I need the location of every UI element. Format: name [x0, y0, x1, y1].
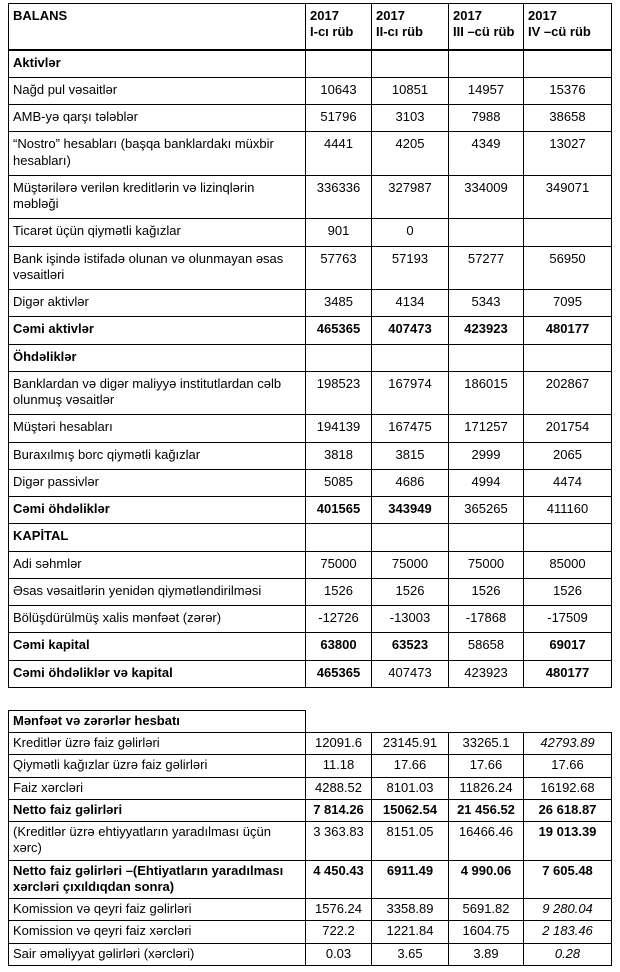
row-value: [306, 50, 372, 78]
row-value: 7988: [449, 105, 524, 132]
row-value: [449, 344, 524, 371]
table-row: [9, 755, 612, 777]
row-value: 407473: [372, 660, 449, 687]
row-value: [524, 344, 612, 371]
table-row: [9, 415, 612, 442]
row-value: 26 618.87: [524, 799, 612, 821]
row-value: 901: [306, 219, 372, 246]
row-label: Faiz xərcləri: [9, 777, 306, 799]
row-value: 423923: [449, 317, 524, 344]
empty-cell: [524, 710, 612, 732]
row-value: 171257: [449, 415, 524, 442]
row-value: 465365: [306, 317, 372, 344]
row-value: 3103: [372, 105, 449, 132]
row-value: 16192.68: [524, 777, 612, 799]
row-label: Ticarət üçün qiymətli kağızlar: [9, 219, 306, 246]
row-label: (Kreditlər üzrə ehtiyyatların yaradılması üçün xərc): [9, 822, 306, 861]
row-value: 1526: [306, 578, 372, 605]
row-value: [449, 524, 524, 551]
row-value: 15376: [524, 77, 612, 104]
empty-cell: [449, 710, 524, 732]
row-value: 4288.52: [306, 777, 372, 799]
column-quarter: II-cı rüb: [376, 24, 423, 40]
row-label: Digər aktivlər: [9, 290, 306, 317]
row-value: 9 280.04: [524, 899, 612, 921]
row-label: KAPİTAL: [9, 524, 306, 551]
row-value: [524, 524, 612, 551]
table-row: [9, 777, 612, 799]
row-value: 15062.54: [372, 799, 449, 821]
row-label: Buraxılmış borc qiymətli kağızlar: [9, 442, 306, 469]
row-value: 3815: [372, 442, 449, 469]
table-row: [9, 246, 612, 290]
table-row: [9, 50, 612, 78]
row-value: 4994: [449, 469, 524, 496]
row-label: Komission və qeyri faiz xərcləri: [9, 921, 306, 943]
row-value: -17509: [524, 606, 612, 633]
row-value: 16466.46: [449, 822, 524, 861]
row-value: 4205: [372, 132, 449, 176]
row-value: 75000: [372, 551, 449, 578]
row-value: 0.03: [306, 943, 372, 965]
income-title-row: [9, 710, 612, 732]
balance-title: BALANS: [9, 4, 306, 50]
row-value: 57277: [449, 246, 524, 290]
row-value: 7 814.26: [306, 799, 372, 821]
row-value: 343949: [372, 497, 449, 524]
row-value: 3358.89: [372, 899, 449, 921]
row-value: 7 605.48: [524, 860, 612, 899]
table-row: [9, 578, 612, 605]
row-label: Netto faiz gəlirləri: [9, 799, 306, 821]
row-value: 5343: [449, 290, 524, 317]
row-label: Komission və qeyri faiz gəlirləri: [9, 899, 306, 921]
row-value: 23145.91: [372, 733, 449, 755]
table-row: [9, 943, 612, 965]
row-value: 349071: [524, 175, 612, 219]
row-label: Müştərilərə verilən kreditlərin və lizinqlərin məbləği: [9, 175, 306, 219]
row-value: 3.65: [372, 943, 449, 965]
row-value: 722.2: [306, 921, 372, 943]
row-value: 2 183.46: [524, 921, 612, 943]
row-value: 33265.1: [449, 733, 524, 755]
quarter-column-header: [524, 4, 612, 50]
row-label: Kreditlər üzrə faiz gəlirləri: [9, 733, 306, 755]
row-value: 4441: [306, 132, 372, 176]
row-value: 194139: [306, 415, 372, 442]
column-quarter: III –cü rüb: [453, 24, 515, 40]
table-gap: [8, 688, 611, 710]
table-row: [9, 860, 612, 899]
row-value: 8151.05: [372, 822, 449, 861]
row-label: “Nostro” hesabları (başqa banklardakı müxbir hesabları): [9, 132, 306, 176]
row-value: 5085: [306, 469, 372, 496]
row-value: 63800: [306, 633, 372, 660]
row-label: Banklardan və digər maliyyə institutlardan cəlb olunmuş vəsaitlər: [9, 371, 306, 415]
row-label: Digər passivlər: [9, 469, 306, 496]
row-label: Müştəri hesabları: [9, 415, 306, 442]
table-row: [9, 524, 612, 551]
row-value: 10643: [306, 77, 372, 104]
row-value: 465365: [306, 660, 372, 687]
row-value: 202867: [524, 371, 612, 415]
row-value: 201754: [524, 415, 612, 442]
row-value: 1526: [524, 578, 612, 605]
row-label: Bank işində istifadə olunan və olunmayan əsas vəsaitləri: [9, 246, 306, 290]
row-value: 12091.6: [306, 733, 372, 755]
row-value: 4134: [372, 290, 449, 317]
quarter-column-header: [306, 4, 372, 50]
row-value: 8101.03: [372, 777, 449, 799]
row-label: Sair əməliyyat gəlirləri (xərcləri): [9, 943, 306, 965]
row-value: [524, 219, 612, 246]
table-row: [9, 551, 612, 578]
row-value: 480177: [524, 660, 612, 687]
row-value: 17.66: [449, 755, 524, 777]
table-row: [9, 77, 612, 104]
column-year: 2017: [376, 8, 405, 23]
row-value: 5691.82: [449, 899, 524, 921]
column-quarter: I-cı rüb: [310, 24, 354, 40]
row-value: 0.28: [524, 943, 612, 965]
table-row: [9, 344, 612, 371]
table-row: [9, 132, 612, 176]
table-row: [9, 921, 612, 943]
income-table: [8, 710, 612, 966]
empty-cell: [372, 710, 449, 732]
row-value: 1604.75: [449, 921, 524, 943]
row-value: [372, 524, 449, 551]
row-value: 401565: [306, 497, 372, 524]
row-value: 336336: [306, 175, 372, 219]
row-value: 56950: [524, 246, 612, 290]
column-year: 2017: [453, 8, 482, 23]
row-value: 167475: [372, 415, 449, 442]
income-title-body: [9, 710, 612, 732]
row-value: 7095: [524, 290, 612, 317]
row-value: 13027: [524, 132, 612, 176]
row-value: 334009: [449, 175, 524, 219]
income-table-body: [9, 733, 612, 966]
row-value: 167974: [372, 371, 449, 415]
row-value: 1221.84: [372, 921, 449, 943]
table-row: [9, 633, 612, 660]
row-value: 365265: [449, 497, 524, 524]
row-value: [372, 344, 449, 371]
row-value: 407473: [372, 317, 449, 344]
row-value: 57193: [372, 246, 449, 290]
table-row: [9, 105, 612, 132]
row-value: 21 456.52: [449, 799, 524, 821]
row-value: 4 990.06: [449, 860, 524, 899]
row-value: 14957: [449, 77, 524, 104]
row-value: 2065: [524, 442, 612, 469]
empty-cell: [306, 710, 372, 732]
row-label: Öhdəliklər: [9, 344, 306, 371]
row-value: 69017: [524, 633, 612, 660]
table-row: [9, 799, 612, 821]
table-row: [9, 660, 612, 687]
row-value: -17868: [449, 606, 524, 633]
table-row: [9, 899, 612, 921]
row-value: 85000: [524, 551, 612, 578]
row-value: 480177: [524, 317, 612, 344]
row-label: Cəmi öhdəliklər: [9, 497, 306, 524]
row-value: 0: [372, 219, 449, 246]
row-value: 75000: [449, 551, 524, 578]
row-label: Əsas vəsaitlərin yenidən qiymətləndirilməsi: [9, 578, 306, 605]
column-quarter: IV –cü rüb: [528, 24, 591, 40]
row-value: [306, 524, 372, 551]
table-row: [9, 822, 612, 861]
row-value: 63523: [372, 633, 449, 660]
row-value: 411160: [524, 497, 612, 524]
row-value: 3818: [306, 442, 372, 469]
row-value: 38658: [524, 105, 612, 132]
row-value: 4 450.43: [306, 860, 372, 899]
column-year: 2017: [310, 8, 339, 23]
row-label: Cəmi kapital: [9, 633, 306, 660]
row-value: 17.66: [524, 755, 612, 777]
row-value: 51796: [306, 105, 372, 132]
quarter-column-header: [372, 4, 449, 50]
table-row: [9, 371, 612, 415]
row-value: [306, 344, 372, 371]
row-label: Bölüşdürülmüş xalis mənfəət (zərər): [9, 606, 306, 633]
table-row: [9, 497, 612, 524]
row-value: -13003: [372, 606, 449, 633]
table-row: [9, 469, 612, 496]
row-value: 3.89: [449, 943, 524, 965]
row-label: Netto faiz gəlirləri –(Ehtiyatların yaradılması xərcləri çıxıldıqdan sonra): [9, 860, 306, 899]
row-value: 11.18: [306, 755, 372, 777]
row-value: 75000: [306, 551, 372, 578]
table-row: [9, 175, 612, 219]
row-value: 10851: [372, 77, 449, 104]
row-value: 3 363.83: [306, 822, 372, 861]
income-table-title: Mənfəət və zərərlər hesbatı: [9, 710, 306, 732]
row-label: Qiymətli kağızlar üzrə faiz gəlirləri: [9, 755, 306, 777]
row-value: [524, 50, 612, 78]
row-label: Aktivlər: [9, 50, 306, 78]
row-value: 1576.24: [306, 899, 372, 921]
table-row: [9, 317, 612, 344]
row-label: Cəmi öhdəliklər və kapital: [9, 660, 306, 687]
table-row: [9, 290, 612, 317]
row-label: Adi səhmlər: [9, 551, 306, 578]
balance-header-row: [9, 4, 612, 50]
row-value: 42793.89: [524, 733, 612, 755]
row-value: 58658: [449, 633, 524, 660]
table-row: [9, 606, 612, 633]
row-value: 186015: [449, 371, 524, 415]
row-value: 327987: [372, 175, 449, 219]
table-row: [9, 733, 612, 755]
row-value: -12726: [306, 606, 372, 633]
row-value: [372, 50, 449, 78]
row-value: 17.66: [372, 755, 449, 777]
row-value: 3485: [306, 290, 372, 317]
row-value: 4474: [524, 469, 612, 496]
row-value: [449, 50, 524, 78]
row-value: 2999: [449, 442, 524, 469]
row-label: Nağd pul vəsaitlər: [9, 77, 306, 104]
row-value: 19 013.39: [524, 822, 612, 861]
balance-table: [8, 3, 612, 688]
table-row: [9, 442, 612, 469]
table-row: [9, 219, 612, 246]
row-value: 198523: [306, 371, 372, 415]
row-value: 423923: [449, 660, 524, 687]
row-value: 6911.49: [372, 860, 449, 899]
row-value: 57763: [306, 246, 372, 290]
row-value: [449, 219, 524, 246]
row-value: 1526: [449, 578, 524, 605]
row-value: 1526: [372, 578, 449, 605]
row-value: 4686: [372, 469, 449, 496]
row-label: Cəmi aktivlər: [9, 317, 306, 344]
balance-table-body: [9, 50, 612, 688]
column-year: 2017: [528, 8, 557, 23]
row-value: 4349: [449, 132, 524, 176]
row-value: 11826.24: [449, 777, 524, 799]
quarter-column-header: [449, 4, 524, 50]
row-label: AMB-yə qarşı tələblər: [9, 105, 306, 132]
